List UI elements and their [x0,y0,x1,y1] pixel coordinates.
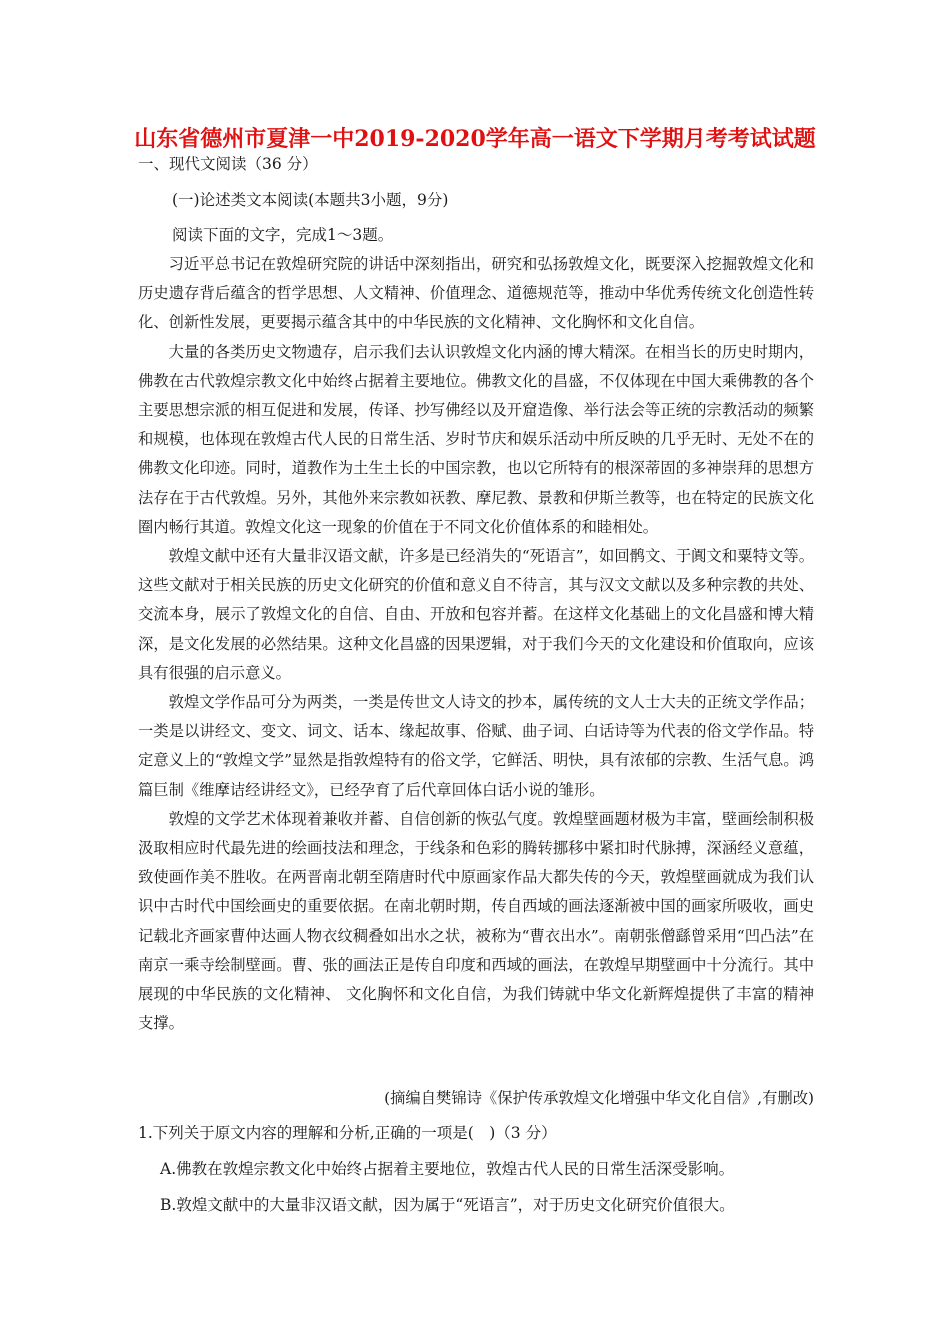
subsection-heading: (一)论述类文本阅读(本题共3小题，9分) [172,191,449,209]
reading-passage [138,250,814,1038]
passage-paragraph: 习近平总书记在敦煌研究院的讲话中深刻指出，研究和弘扬敦煌文化，既要深入挖掘敦煌文化和历史遗存背后蕴含的哲学思想、人文精神、价值理念、道德规范等，推动中华优秀传统文化创造性转化、创新性发展，更要揭示蕴含其中的中华民族的文化精神、文化胸怀和文化自信。 [138,255,814,332]
document-title: 山东省德州市夏津一中2019-2020学年高一语文下学期月考考试试题 [134,126,816,152]
section-heading: 一、现代文阅读（36 分） [138,155,318,173]
question-option-a: A.佛教在敦煌宗教文化中始终占据着主要地位，敦煌古代人民的日常生活深受影响。 [160,1160,735,1178]
passage-paragraph: 敦煌文献中还有大量非汉语文献，许多是已经消失的“死语言”，如回鹘文、于阗文和粟特文等。这些文献对于相关民族的历史文化研究的价值和意义自不待言，其与汉文文献以及多种宗教的共处、交流本身，展示了敦煌文化的自信、自由、开放和包容并蓄。在这样文化基础上的文化昌盛和博大精深，是文化发展的必然结果。这种文化昌盛的因果逻辑，对于我们今天的文化建设和价值取向，应该具有很强的启示意义。 [138,547,814,682]
question-stem: 1.下列关于原文内容的理解和分析,正确的一项是( )（3 分） [138,1124,557,1142]
passage-paragraph: 大量的各类历史文物遗存，启示我们去认识敦煌文化内涵的博大精深。在相当长的历史时期内，佛教在古代敦煌宗教文化中始终占据着主要地位。佛教文化的昌盛，不仅体现在中国大乘佛教的各个主要思想宗派的相互促进和发展，传译、抄写佛经以及开窟造像、举行法会等正统的宗教活动的频繁和规模，也体现在敦煌古代人民的日常生活、岁时节庆和娱乐活动中所反映的几乎无时、无处不在的佛教文化印迹。同时，道教作为土生土长的中国宗教，也以它所特有的根深蒂固的多神崇拜的思想方法存在于古代敦煌。另外，其他外来宗教如祆教、摩尼教、景教和伊斯兰教等，也在特定的民族文化圈内畅行其道。敦煌文化这一现象的价值在于不同文化价值体系的和睦相处。 [138,342,814,536]
reading-instruction: 阅读下面的文字，完成1～3题。 [172,226,394,244]
source-note: (摘编自樊锦诗《保护传承敦煌文化增强中华文化自信》,有删改) [384,1089,814,1107]
question-option-b: B.敦煌文献中的大量非汉语文献，因为属于“死语言”，对于历史文化研究价值很大。 [160,1196,735,1214]
passage-paragraph: 敦煌文学作品可分为两类，一类是传世文人诗文的抄本，属传统的文人士大夫的正统文学作品；一类是以讲经文、变文、词文、话本、缘起故事、俗赋、曲子词、白话诗等为代表的俗文学作品。特定意义上的“敦煌文学”显然是指敦煌特有的俗文学，它鲜活、明快，具有浓郁的宗教、生活气息。鸿篇巨制《维摩诘经讲经文》，已经孕育了后代章回体白话小说的雏形。 [138,693,814,799]
passage-paragraph: 敦煌的文学艺术体现着兼收并蓄、自信创新的恢弘气度。敦煌壁画题材极为丰富，壁画绘制积极汲取相应时代最先进的绘画技法和理念，于线条和色彩的腾转挪移中紧扣时代脉搏，深涵经义意蕴，致使画作美不胜收。在两晋南北朝至隋唐时代中原画家作品大都失传的今天，敦煌壁画就成为我们认识中古时代中国绘画史的重要依据。在南北朝时期，传自西域的画法逐渐被中国的画家所吸收，画史记载北齐画家曹仲达画人物衣纹稠叠如出水之状，被称为“曹衣出水”。南朝张僧繇曾采用“凹凸法”在南京一乘寺绘制壁画。曹、张的画法正是传自印度和西域的画法，在敦煌早期壁画中十分流行。其中展现的中华民族的文化精神、 文化胸怀和文化自信，为我们铸就中华文化新辉煌提供了丰富的精神支撑。 [138,809,814,1033]
